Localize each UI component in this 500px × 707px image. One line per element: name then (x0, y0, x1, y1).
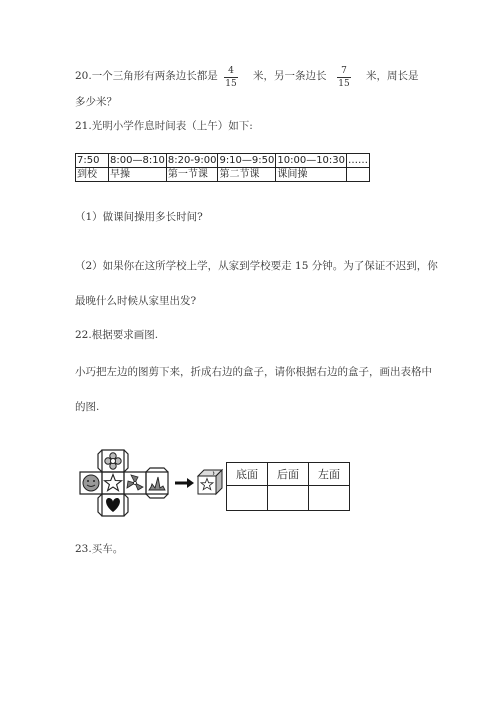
schedule-time-cell: 10:00—10:30 (277, 155, 346, 166)
fraction-numerator: 4 (228, 66, 234, 76)
schedule-time-cell: 8:20-9:00 (167, 155, 217, 166)
answer-header-bottom: 底面 (227, 463, 268, 486)
schedule-table (75, 153, 370, 182)
arrow-right-icon (175, 478, 194, 488)
schedule-time-cell: 9:10—9:50 (219, 155, 275, 166)
fraction-denominator: 15 (225, 79, 237, 89)
q20-fraction-1 (223, 66, 239, 89)
q21-sub2-line1: （2）如果你在这所学校上学，从家到学校要走 15 分钟。为了保证不迟到，你 (75, 260, 438, 272)
leaf-icon (149, 477, 165, 490)
q20-text-part1: 20.一个三角形有两条边长都是 (75, 70, 218, 82)
schedule-event-cell: 课间操 (276, 168, 347, 182)
cube-icon (198, 470, 222, 494)
cube-net-diagram (76, 446, 224, 522)
answer-header-row (227, 463, 350, 486)
q22-line1: 小巧把左边的图剪下来，折成右边的盒子，请你根据右边的盒子，画出表格中 (75, 366, 432, 378)
q20-text-part2: 米，另一条边长 (253, 70, 327, 82)
fraction-bar (224, 77, 238, 78)
q20-fraction-2 (336, 66, 352, 89)
q20-text-part3: 米，周长是 (366, 70, 419, 82)
q22-line2: 的图. (75, 401, 100, 413)
q21-title: 21.光明小学作息时间表（上午）如下: (75, 120, 253, 132)
heart-icon (106, 498, 120, 512)
answer-cell-bottom[interactable] (227, 486, 268, 511)
q22-title: 22.根据要求画图. (75, 329, 159, 341)
pinwheel-icon (127, 475, 143, 490)
schedule-event-cell: 第一节课 (166, 168, 218, 182)
q20-text-line2: 多少米？ (75, 96, 117, 108)
flower-icon (105, 453, 121, 469)
answer-cell-left[interactable] (309, 486, 350, 511)
answer-cell-back[interactable] (268, 486, 309, 511)
schedule-event-cell: 早操 (109, 168, 167, 182)
star-icon (105, 475, 122, 491)
schedule-times-row (76, 154, 370, 168)
schedule-events-row (76, 168, 370, 182)
answer-header-back: 后面 (268, 463, 309, 486)
q23-title: 23.买车。 (75, 543, 124, 555)
schedule-event-cell (347, 168, 370, 182)
q21-sub2-line2: 最晚什么时候从家里出发? (75, 295, 197, 307)
schedule-time-cell: …… (348, 155, 369, 166)
answer-header-left: 左面 (309, 463, 350, 486)
fraction-denominator: 15 (338, 79, 350, 89)
smiley-icon (83, 475, 99, 491)
schedule-event-cell: 第二节课 (218, 168, 276, 182)
answer-drawing-row (227, 486, 350, 511)
fraction-numerator: 7 (341, 66, 347, 76)
answer-grid (226, 462, 350, 511)
schedule-event-cell: 到校 (76, 168, 109, 182)
schedule-time-cell: 8:00—8:10 (110, 155, 165, 166)
fraction-bar (337, 77, 351, 78)
schedule-time-cell: 7:50 (76, 154, 109, 168)
q21-sub1: （1）做课间操用多长时间? (75, 211, 203, 223)
